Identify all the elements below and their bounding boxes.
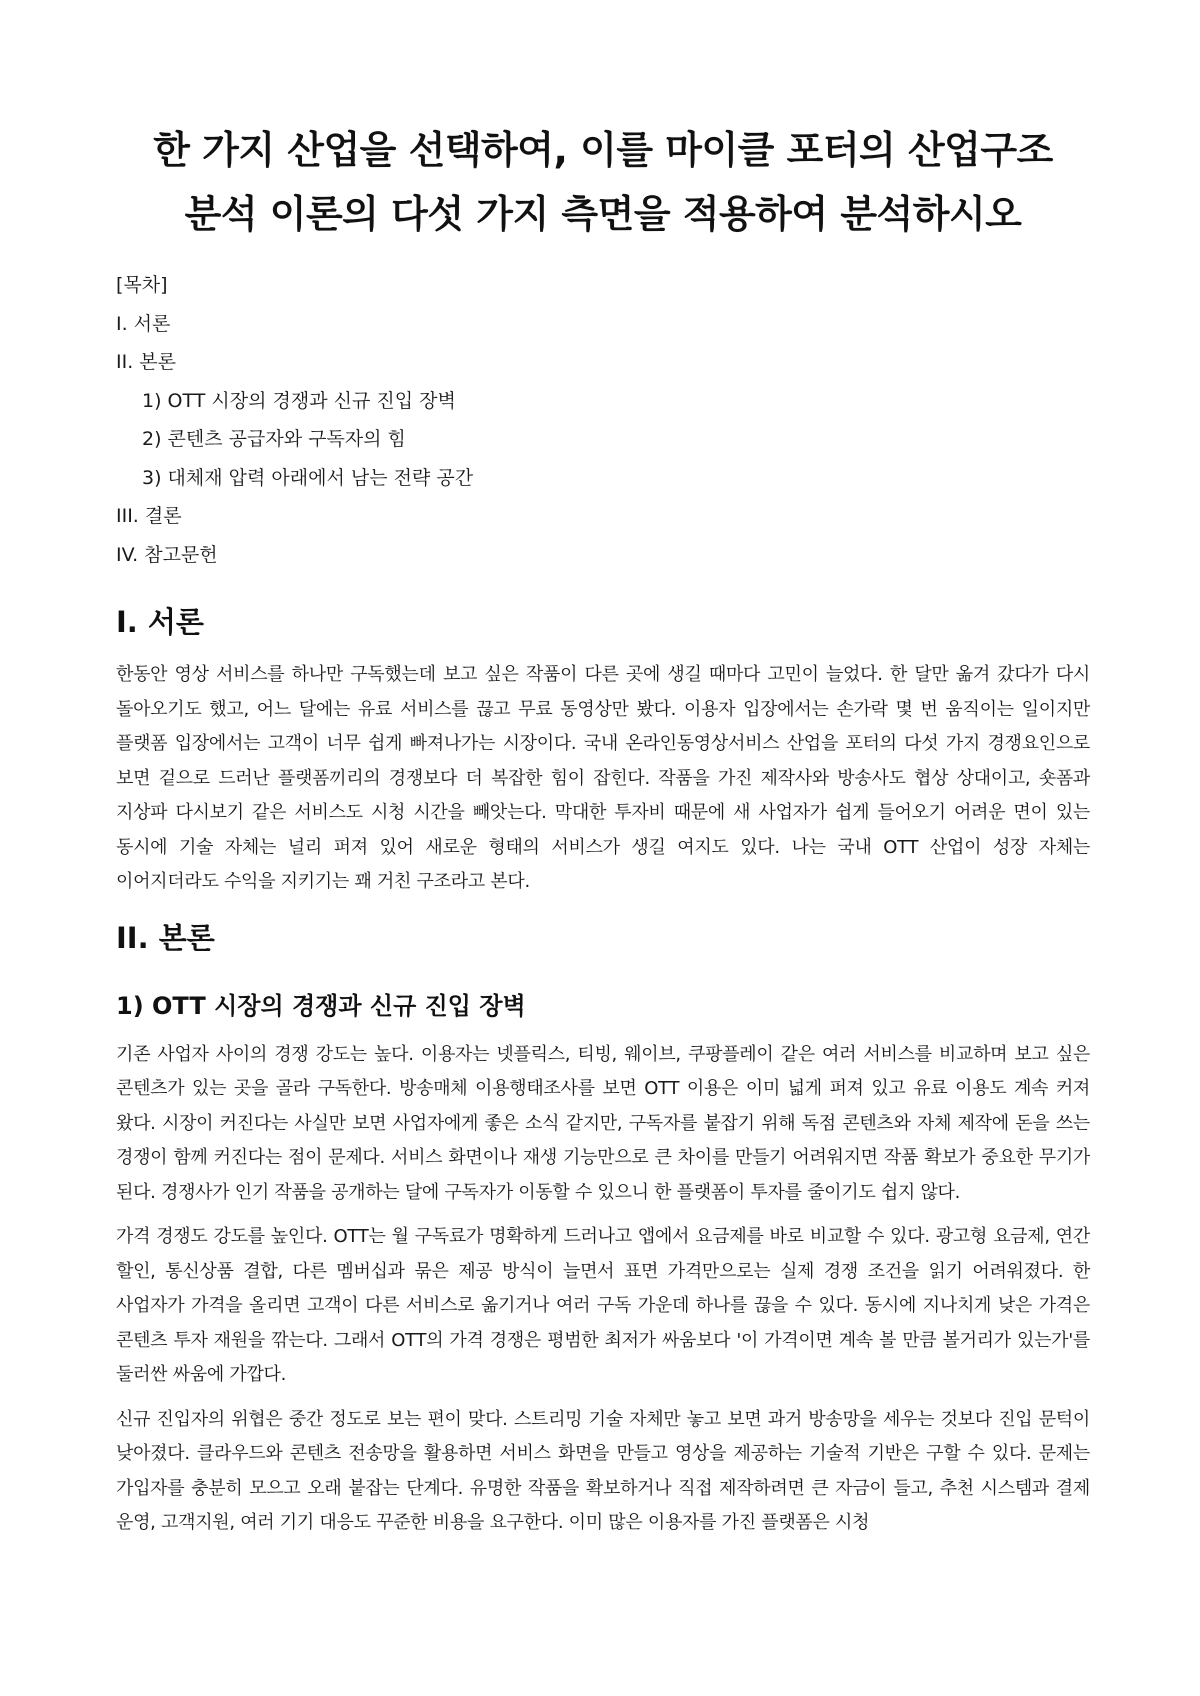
intro-paragraph: 한동안 영상 서비스를 하나만 구독했는데 보고 싶은 작품이 다른 곳에 생길 때마다 고민이 늘었다. 한 달만 옮겨 갔다가 다시 돌아오기도 했고, 어느 달에는 유료 서비스를 끊고 무료 동영상만 봤다. 이용자 입장에서는 손가락 몇 번 움직이는 일이지만 플랫폼 입장에서는 고객이 너무 쉽게 빠져나가는 시장이다. 국내 온라인동영상서비스 산업을 포터의 다섯 가지 경쟁요인으로 보면 겉으로 드러난 플랫폼끼리의 경쟁보다 더 복잡한 힘이 잡힌다. 작품을 가진 제작사와 방송사도 협상 상대이고, 숏폼과 지상파 다시보기 같은 서비스도 시청 시간을 빼앗는다. 막대한 투자비 때문에 새 사업자가 쉽게 들어오기 어려운 면이 있는 동시에 기술 자체는 널리 퍼져 있어 새로운 형태의 서비스가 생길 여지도 있다. 나는 국내 OTT 산업이 성장 자체는 이어지더라도 수익을 지키기는 꽤 거친 구조라고 본다. — [116, 664, 1090, 892]
toc-heading: [목차] — [116, 274, 168, 296]
intro-heading: I. 서론 — [116, 605, 204, 639]
toc-item-conclusion: III. 결론 — [116, 505, 182, 527]
toc-item-body: II. 본론 — [116, 351, 176, 373]
document-title: 한 가지 산업을 선택하여, 이를 마이클 포터의 산업구조분석 이론의 다섯 가지 측면을 적용하여 분석하시오 — [153, 128, 1053, 236]
toc-item-body-3: 3) 대체재 압력 아래에서 남는 전략 공간 — [142, 466, 474, 489]
section-1-paragraph-1: 기존 사업자 사이의 경쟁 강도는 높다. 이용자는 넷플릭스, 티빙, 웨이브, 쿠팡플레이 같은 여러 서비스를 비교하며 보고 싶은 콘텐츠가 있는 곳을 골라 구독한다. 방송매체 이용행태조사를 보면 OTT 이용은 이미 넓게 퍼져 있고 유료 이용도 계속 커져 왔다. 시장이 커진다는 사실만 보면 사업자에게 좋은 소식 같지만, 구독자를 붙잡기 위해 독점 콘텐츠와 자체 제작에 돈을 쓰는 경쟁이 함께 커진다는 점이 문제다. 서비스 화면이나 재생 기능만으로 큰 차이를 만들기 어려워지면 작품 확보가 중요한 무기가 된다. 경쟁사가 인기 작품을 공개하는 달에 구독자가 이동할 수 있으니 한 플랫폼이 투자를 줄이기도 쉽지 않다. — [116, 1043, 1090, 1203]
section-1-paragraph-3: 신규 진입자의 위협은 중간 정도로 보는 편이 맞다. 스트리밍 기술 자체만 놓고 보면 과거 방송망을 세우는 것보다 진입 문턱이 낮아졌다. 클라우드와 콘텐츠 전송망을 활용하면 서비스 화면을 만들고 영상을 제공하는 기술적 기반은 구할 수 있다. 문제는 가입자를 충분히 모으고 오래 붙잡는 단계다. 유명한 작품을 확보하거나 직접 제작하려면 큰 자금이 들고, 추천 시스템과 결제 운영, 고객지원, 여러 기기 대응도 꾸준한 비용을 요구한다. 이미 많은 이용자를 가진 플랫폼은 시청 — [116, 1408, 1090, 1533]
toc-item-references: IV. 참고문헌 — [116, 543, 218, 566]
body-heading: II. 본론 — [116, 920, 215, 955]
section-1-heading: 1) OTT 시장의 경쟁과 신규 진입 장벽 — [116, 991, 526, 1020]
toc-item-intro: I. 서론 — [116, 312, 171, 335]
toc-item-body-2: 2) 콘텐츠 공급자와 구독자의 힘 — [142, 428, 406, 450]
section-1-paragraph-2: 가격 경쟁도 강도를 높인다. OTT는 월 구독료가 명확하게 드러나고 앱에서 요금제를 바로 비교할 수 있다. 광고형 요금제, 연간 할인, 통신상품 결합, 다른 멤버십과 묶은 제공 방식이 늘면서 표면 가격만으로는 실제 경쟁 조건을 읽기 어려워졌다. 한 사업자가 가격을 올리면 고객이 다른 서비스로 옮기거나 여러 구독 가운데 하나를 끊을 수 있다. 동시에 지나치게 낮은 가격은 콘텐츠 투자 재원을 깎는다. 그래서 OTT의 가격 경쟁은 평범한 최저가 싸움보다 '이 가격이면 계속 볼 만큼 볼거리가 있는가'를 둘러싼 싸움에 가깝다. — [116, 1226, 1090, 1385]
table-of-contents — [116, 266, 1090, 574]
toc-item-body-1: 1) OTT 시장의 경쟁과 신규 진입 장벽 — [142, 389, 456, 412]
